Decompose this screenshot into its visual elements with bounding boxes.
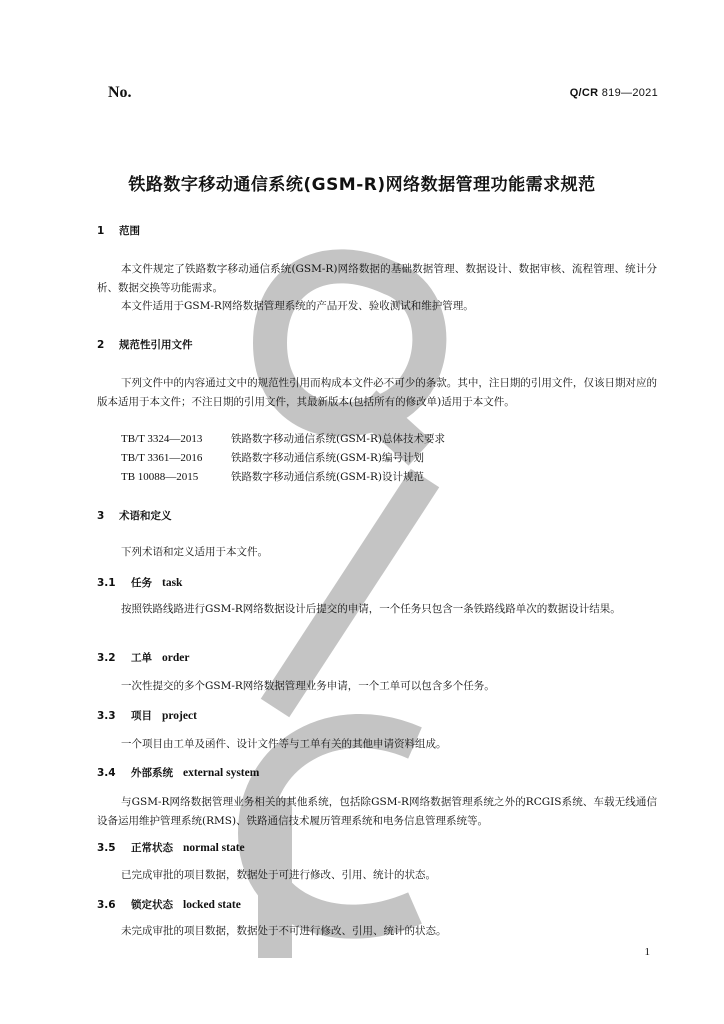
term-number: 3.6 — [97, 899, 116, 911]
reference-code: TB/T 3324—2013 — [121, 433, 203, 445]
section-title: 术语和定义 — [119, 510, 172, 522]
term-number: 3.5 — [97, 842, 116, 854]
scope-paragraph-1: 本文件规定了铁路数字移动通信系统(GSM-R)网络数据的基础数据管理、数据设计、数据审核、流程管理、统计分析、数据交换等功能需求。 — [97, 263, 657, 294]
watermark-logo — [215, 238, 465, 958]
term-en: task — [162, 577, 183, 589]
term-cn: 正常状态 — [131, 842, 173, 854]
term-3-2-heading — [97, 650, 189, 665]
header-no-label: No. — [108, 84, 132, 101]
page-number: 1 — [644, 946, 650, 958]
term-en: normal state — [183, 842, 245, 854]
term-cn: 工单 — [131, 652, 152, 664]
term-number: 3.4 — [97, 767, 116, 779]
term-3-2-definition: 一次性提交的多个GSM-R网络数据管理业务申请，一个工单可以包含多个任务。 — [121, 680, 495, 692]
term-cn: 外部系统 — [131, 767, 173, 779]
term-number: 3.3 — [97, 710, 116, 722]
term-3-6-definition: 未完成审批的项目数据，数据处于不可进行修改、引用、统计的状态。 — [121, 925, 447, 937]
term-en: order — [162, 652, 190, 664]
term-cn: 任务 — [131, 577, 152, 589]
reference-item — [121, 431, 445, 446]
section-2-heading — [97, 337, 193, 352]
section-title: 范围 — [119, 225, 140, 237]
reference-title: 铁路数字移动通信系统(GSM-R)设计规范 — [231, 471, 424, 483]
term-number: 3.2 — [97, 652, 116, 664]
term-3-1-heading — [97, 575, 182, 590]
watermark-slash — [275, 478, 425, 708]
section-1-heading — [97, 223, 140, 238]
reference-title: 铁路数字移动通信系统(GSM-R)编号计划 — [231, 452, 424, 464]
reference-item — [121, 450, 424, 465]
term-3-5-heading — [97, 840, 245, 855]
term-3-1-definition: 按照铁路线路进行GSM-R网络数据设计后提交的申请，一个任务只包含一条铁路线路单次的数据设计结果。 — [121, 603, 621, 615]
term-cn: 锁定状态 — [131, 899, 173, 911]
term-en: project — [162, 710, 197, 722]
term-en: locked state — [183, 899, 241, 911]
terms-intro-paragraph: 下列术语和定义适用于本文件。 — [121, 546, 268, 558]
section-number: 1 — [97, 225, 105, 237]
standard-prefix: Q/CR — [569, 87, 599, 99]
references-paragraph: 下列文件中的内容通过文中的规范性引用而构成本文件必不可少的条款。其中，注日期的引用文件，仅该日期对应的版本适用于本文件；不注日期的引用文件，其最新版本(包括所有的修改单)适用于本文件。 — [97, 377, 657, 408]
header-standard-number — [570, 87, 658, 99]
section-title: 规范性引用文件 — [119, 339, 193, 351]
scope-paragraph-2: 本文件适用于GSM-R网络数据管理系统的产品开发、验收测试和维护管理。 — [121, 300, 474, 312]
reference-code: TB/T 3361—2016 — [121, 452, 203, 464]
reference-title: 铁路数字移动通信系统(GSM-R)总体技术要求 — [231, 433, 445, 445]
term-3-5-definition: 已完成审批的项目数据，数据处于可进行修改、引用、统计的状态。 — [121, 869, 436, 881]
term-3-4-heading — [97, 765, 259, 780]
document-title: 铁路数字移动通信系统(GSM-R)网络数据管理功能需求规范 — [128, 175, 596, 195]
reference-item — [121, 469, 424, 484]
term-number: 3.1 — [97, 577, 116, 589]
term-3-4-definition: 与GSM-R网络数据管理业务相关的其他系统，包括除GSM-R网络数据管理系统之外的RCGIS系统、车载无线通信设备运用维护管理系统(RMS)、铁路通信技术履历管理系统和电务信息管理系统等。 — [97, 796, 657, 827]
reference-code: TB 10088—2015 — [121, 471, 199, 483]
standard-number: 819—2021 — [601, 87, 658, 99]
term-cn: 项目 — [131, 710, 152, 722]
section-number: 3 — [97, 510, 105, 522]
term-3-3-definition: 一个项目由工单及函件、设计文件等与工单有关的其他申请资料组成。 — [121, 738, 447, 750]
section-number: 2 — [97, 339, 105, 351]
term-3-3-heading — [97, 708, 197, 723]
term-3-6-heading — [97, 897, 241, 912]
section-3-heading — [97, 508, 172, 523]
term-en: external system — [183, 767, 260, 779]
